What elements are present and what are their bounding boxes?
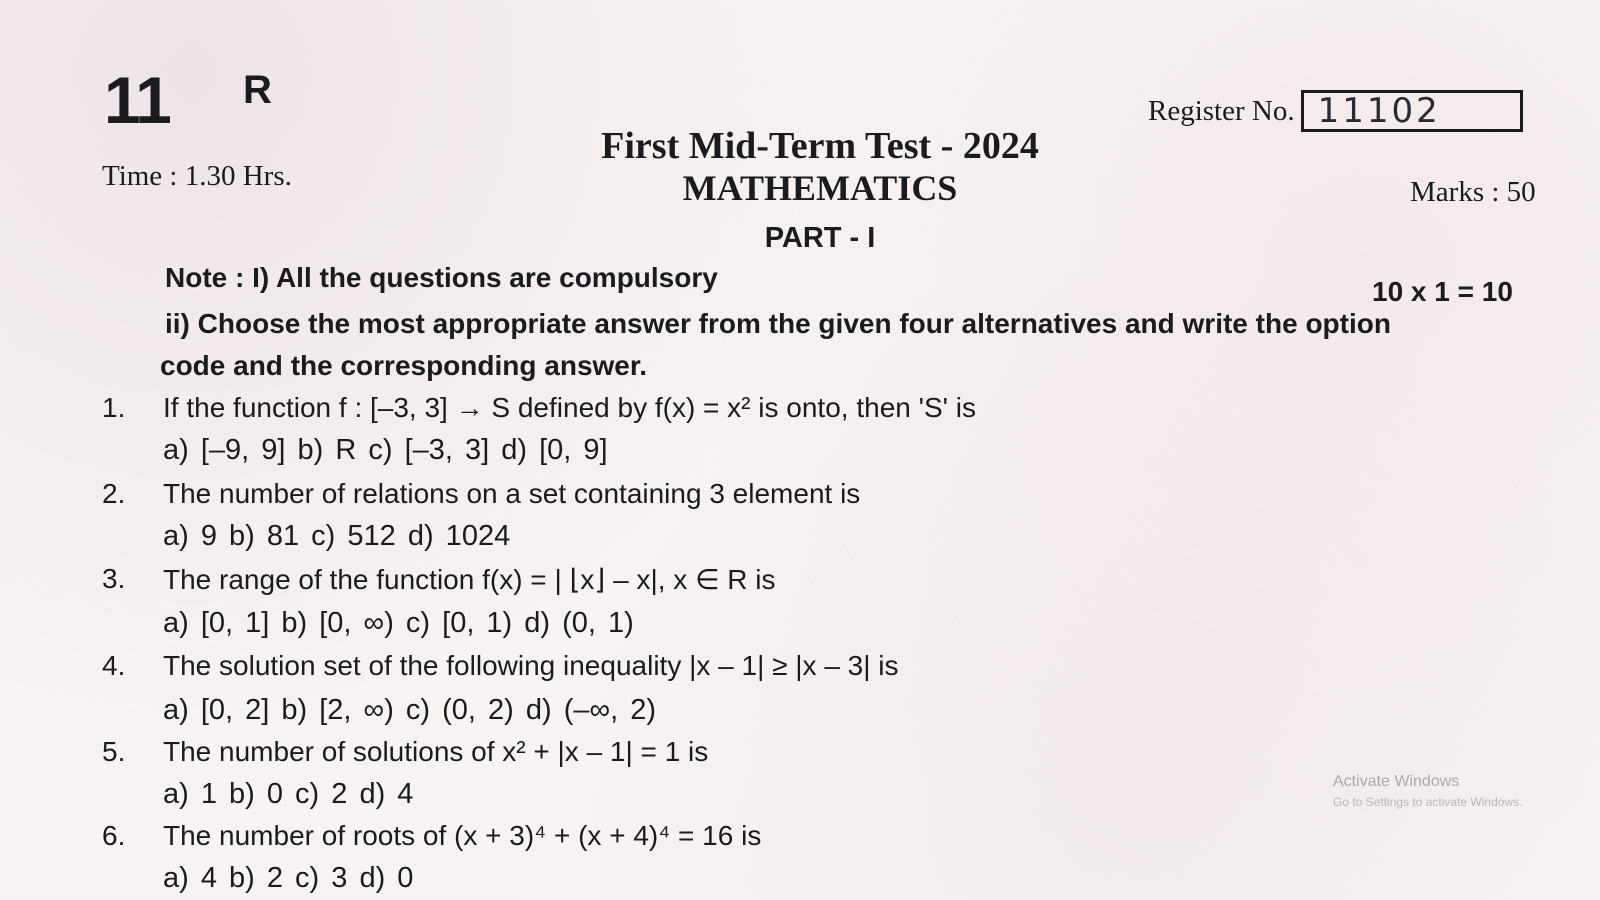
question-options: a) [0, 2] b) [2, ∞) c) (0, 2) d) (–∞, 2) [163, 694, 657, 726]
question-number: 2. [102, 478, 126, 509]
question-number: 3. [102, 563, 126, 594]
activation-watermark-subtitle: Go to Settings to activate Windows. [1333, 795, 1523, 809]
marks-allotment: 10 x 1 = 10 [1372, 276, 1513, 307]
question-text: The range of the function f(x) = | ⌊x⌋ – x|, x ∈ R is [163, 564, 776, 595]
question-text: The number of solutions of x² + |x – 1| = 1 is [163, 736, 709, 767]
question-options: a) [–9, 9] b) R c) [–3, 3] d) [0, 9] [163, 434, 608, 466]
register-value: 11102 [1317, 91, 1441, 131]
class-section: R [243, 68, 272, 112]
question-text: The solution set of the following inequality |x – 1| ≥ |x – 3| is [163, 650, 899, 681]
test-title: First Mid-Term Test - 2024 [601, 125, 1039, 167]
register-label: Register No. [1148, 94, 1295, 127]
note-line-2: ii) Choose the most appropriate answer from the given four alternatives and write the option [165, 308, 1391, 339]
note-line-3: code and the corresponding answer. [160, 350, 647, 381]
question-text: The number of roots of (x + 3)⁴ + (x + 4)⁴ = 16 is [163, 820, 762, 851]
question-options: a) 4 b) 2 c) 3 d) 0 [163, 862, 414, 894]
question-number: 4. [102, 650, 126, 681]
question-options: a) 9 b) 81 c) 512 d) 1024 [163, 520, 511, 552]
question-text: The number of relations on a set containing 3 element is [163, 478, 861, 509]
time-allowed: Time : 1.30 Hrs. [102, 160, 292, 192]
class-number: 11 [104, 63, 170, 137]
question-options: a) [0, 1] b) [0, ∞) c) [0, 1) d) (0, 1) [163, 607, 634, 639]
note-line-1: Note : I) All the questions are compulsory [165, 262, 718, 293]
activation-watermark-title: Activate Windows [1333, 773, 1460, 790]
question-options: a) 1 b) 0 c) 2 d) 4 [163, 778, 414, 810]
question-number: 5. [102, 736, 126, 767]
subject-title: MATHEMATICS [682, 168, 958, 208]
question-number: 6. [102, 820, 126, 851]
question-text: If the function f : [–3, 3] → S defined by f(x) = x² is onto, then 'S' is [163, 392, 976, 423]
total-marks: Marks : 50 [1410, 176, 1536, 208]
question-number: 1. [102, 392, 126, 423]
part-heading: PART - I [764, 222, 876, 254]
